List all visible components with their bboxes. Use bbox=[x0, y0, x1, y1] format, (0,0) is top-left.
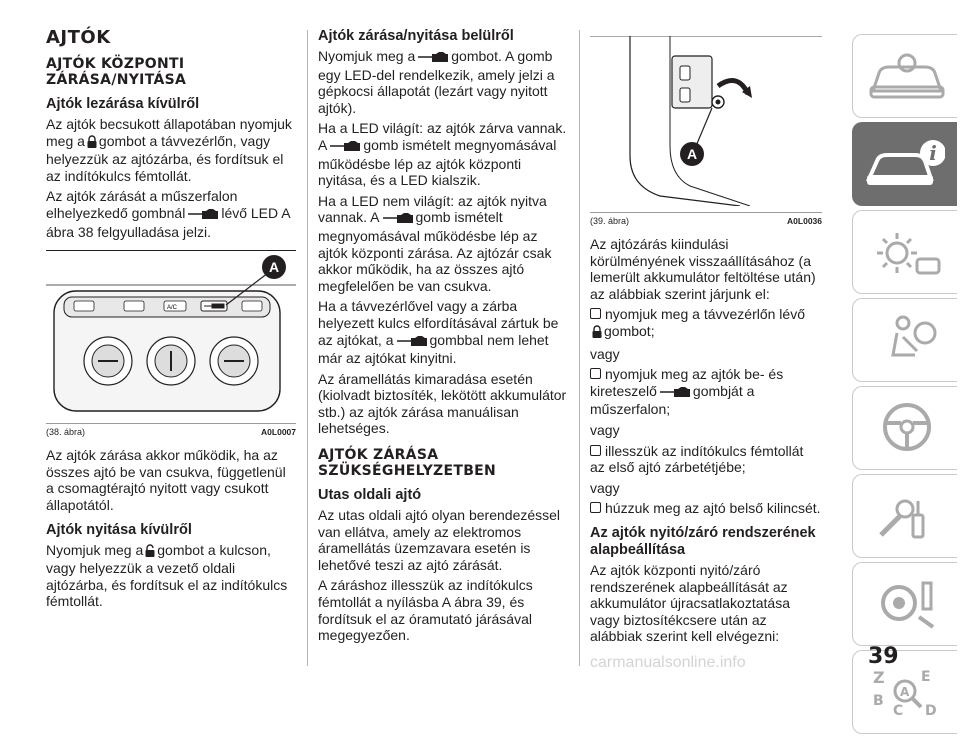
heading-opening-outside: Ajtók nyitása kívülről bbox=[46, 521, 192, 538]
paragraph: Ha a távvezérlővel vagy a zárba helyezett kulcs elfordításával zártuk be az ajtókat, a gombbal nem lehet már az ajtókat kinyitni. bbox=[318, 298, 559, 367]
padlock-icon bbox=[592, 325, 602, 342]
svg-text:Z: Z bbox=[873, 668, 885, 687]
column-left bbox=[46, 28, 296, 614]
paragraph: Az áramellátás kimaradása esetén (kiolvadt biztosíték, lekötött akkumulátor stb.) az ajtók zárása manuálisan lehetséges. bbox=[318, 370, 567, 437]
paragraph: Az ajtók zárása akkor működik, ha az összes ajtó be van csukva, függetlenül a csomagtérajtó nyitott vagy csukott állapotától. bbox=[46, 447, 286, 513]
figure-marker-a: A bbox=[268, 259, 280, 276]
steering-wheel-icon bbox=[867, 397, 947, 457]
bullet-box-icon bbox=[590, 368, 601, 379]
figure-label: (38. ábra) bbox=[46, 427, 86, 438]
bullet-item: illesszük az indítókulcs fémtollát az első ajtó zárbetétjébe; bbox=[590, 442, 804, 476]
bullet-box-icon bbox=[590, 308, 601, 319]
tab-airbag[interactable] bbox=[852, 298, 957, 382]
bullet-box-icon bbox=[590, 502, 601, 513]
connector-text: vagy bbox=[590, 421, 620, 438]
alphabetical-index-icon bbox=[867, 661, 947, 721]
tab-safety-info[interactable] bbox=[852, 122, 957, 206]
paragraph: Nyomjuk meg a gombot a kulcson, vagy helyezzük a vezető oldali ajtózárba, és fordítsuk el az indítókulcs fémtollát. bbox=[46, 541, 288, 610]
ac-button-label: A/C bbox=[167, 305, 178, 312]
heading-basic-setup: Az ajtók nyitó/záró rendszerének alapbeállítása bbox=[590, 524, 816, 558]
paragraph: Ha a LED nem világít: az ajtók nyitva vannak. A gomb ismételt megnyomásával működésbe lép az ajtók központi zárása. Az ajtózár csak akkor működik, ha az összes ajtó megfelelően be van csukva. bbox=[318, 192, 552, 294]
column-right bbox=[590, 28, 822, 649]
car-lock-button-icon bbox=[187, 207, 219, 224]
connector-text: vagy bbox=[590, 479, 620, 496]
connector-text: vagy bbox=[590, 345, 620, 362]
column-divider bbox=[579, 30, 580, 666]
column-divider bbox=[307, 30, 308, 666]
figure-label: (39. ábra) bbox=[590, 216, 630, 226]
tab-driving[interactable] bbox=[852, 386, 957, 470]
car-lock-button-icon bbox=[382, 211, 414, 228]
paragraph: Nyomjuk meg a gombot. A gomb egy LED-del rendelkezik, amely jelzi a gépkocsi állapotát (lezárt vagy nyitott ajtók). bbox=[318, 48, 555, 116]
padlock-icon bbox=[87, 135, 97, 152]
figure-code: A0L0007 bbox=[261, 427, 296, 438]
heading-central-locking: AJTÓK KÖZPONTI ZÁRÁSA/NYITÁSA bbox=[46, 56, 187, 88]
svg-text:D: D bbox=[925, 703, 937, 719]
svg-text:i: i bbox=[929, 141, 937, 165]
bullet-item: húzzuk meg az ajtó belső kilincsét. bbox=[590, 500, 822, 517]
bullet-item: nyomjuk meg a távvezérlőn lévő gombot; bbox=[590, 306, 822, 341]
svg-text:A: A bbox=[900, 685, 910, 699]
airbag-seat-icon bbox=[867, 311, 947, 371]
figure-caption bbox=[590, 212, 822, 226]
paragraph: Ha a LED világít: az ajtók zárva vannak. A gomb ismételt megnyomásával működésbe lép az ajtók központi nyitása, és a LED kialszik. bbox=[318, 120, 567, 189]
page-number: 39 bbox=[868, 644, 899, 669]
section-title: AJTÓK bbox=[46, 27, 111, 48]
padlock-open-icon bbox=[145, 544, 155, 561]
watermark: carmanualsonline.info bbox=[590, 654, 746, 671]
figure-38 bbox=[46, 250, 296, 417]
figure-marker-a: A bbox=[686, 146, 698, 162]
paragraph: Az ajtók központi nyitó/záró rendszerének alapbeállítását az akkumulátor újracsatlakoztatása vagy biztosítékcsere után az alábbiak szerint kell elvégezni: bbox=[590, 561, 790, 645]
heading-passenger-door: Utas oldali ajtó bbox=[318, 487, 422, 504]
car-lock-button-icon bbox=[329, 139, 361, 156]
car-info-icon bbox=[865, 135, 945, 195]
figure-39 bbox=[590, 36, 822, 206]
tab-warning-lights[interactable] bbox=[852, 210, 957, 294]
bullet-item: nyomjuk meg az ajtók be- és kireteszelő gombját a műszerfalon; bbox=[590, 366, 784, 418]
heading-inside: Ajtók zárása/nyitása belülről bbox=[318, 28, 514, 44]
paragraph: Az ajtók becsukott állapotában nyomjuk meg a gombot a távvezérlőn, vagy helyezzük az ajtózárba, és fordítsuk el az indítókulcs fémtollát. bbox=[46, 116, 292, 184]
warning-lights-icon bbox=[867, 223, 947, 283]
paragraph: Az utas oldali ajtó olyan berendezéssel van ellátva, amely az elektromos áramellátás üzemzavara esetén is lehetővé teszi az ajtó zárását. bbox=[318, 507, 561, 573]
column-middle bbox=[318, 28, 568, 648]
heading-locking-outside: Ajtók lezárása kívülről bbox=[46, 96, 200, 112]
svg-text:B: B bbox=[873, 693, 884, 709]
car-lock-button-icon bbox=[659, 385, 691, 402]
svg-text:E: E bbox=[921, 669, 931, 685]
climate-control-panel-illustration bbox=[46, 251, 296, 417]
tab-emergency[interactable] bbox=[852, 474, 957, 558]
svg-text:C: C bbox=[893, 703, 904, 719]
paragraph: Az ajtók zárását a műszerfalon elhelyezkedő gombnál lévő LED A ábra 38 felgyulladása jelzi. bbox=[46, 188, 290, 240]
bullet-box-icon bbox=[590, 445, 601, 456]
heading-emergency: AJTÓK ZÁRÁSA SZÜKSÉGHELYZETBEN bbox=[318, 447, 497, 480]
car-lock-button-icon bbox=[396, 334, 428, 351]
chapter-tabs bbox=[852, 34, 960, 738]
paragraph: A záráshoz illesszük az indítókulcs fémtollát a nyílásba A ábra 39, és fordítsuk el az óramutató járásával megegyezően. bbox=[318, 577, 533, 644]
car-lock-button-icon bbox=[417, 50, 449, 67]
figure-code: A0L0036 bbox=[787, 216, 822, 226]
figure-caption bbox=[46, 423, 296, 437]
wrench-service-icon bbox=[867, 485, 947, 545]
paragraph: Az ajtózárás kiindulási körülményének visszaállításához (a lemerült akkumulátor feltöltése után) az alábbiak szerint járjunk el: bbox=[590, 236, 816, 302]
tab-dashboard[interactable] bbox=[852, 34, 957, 118]
technical-data-icon bbox=[867, 573, 947, 633]
tab-maintenance[interactable] bbox=[852, 562, 957, 646]
car-dashboard-icon bbox=[867, 47, 947, 107]
door-lock-illustration bbox=[590, 36, 822, 206]
